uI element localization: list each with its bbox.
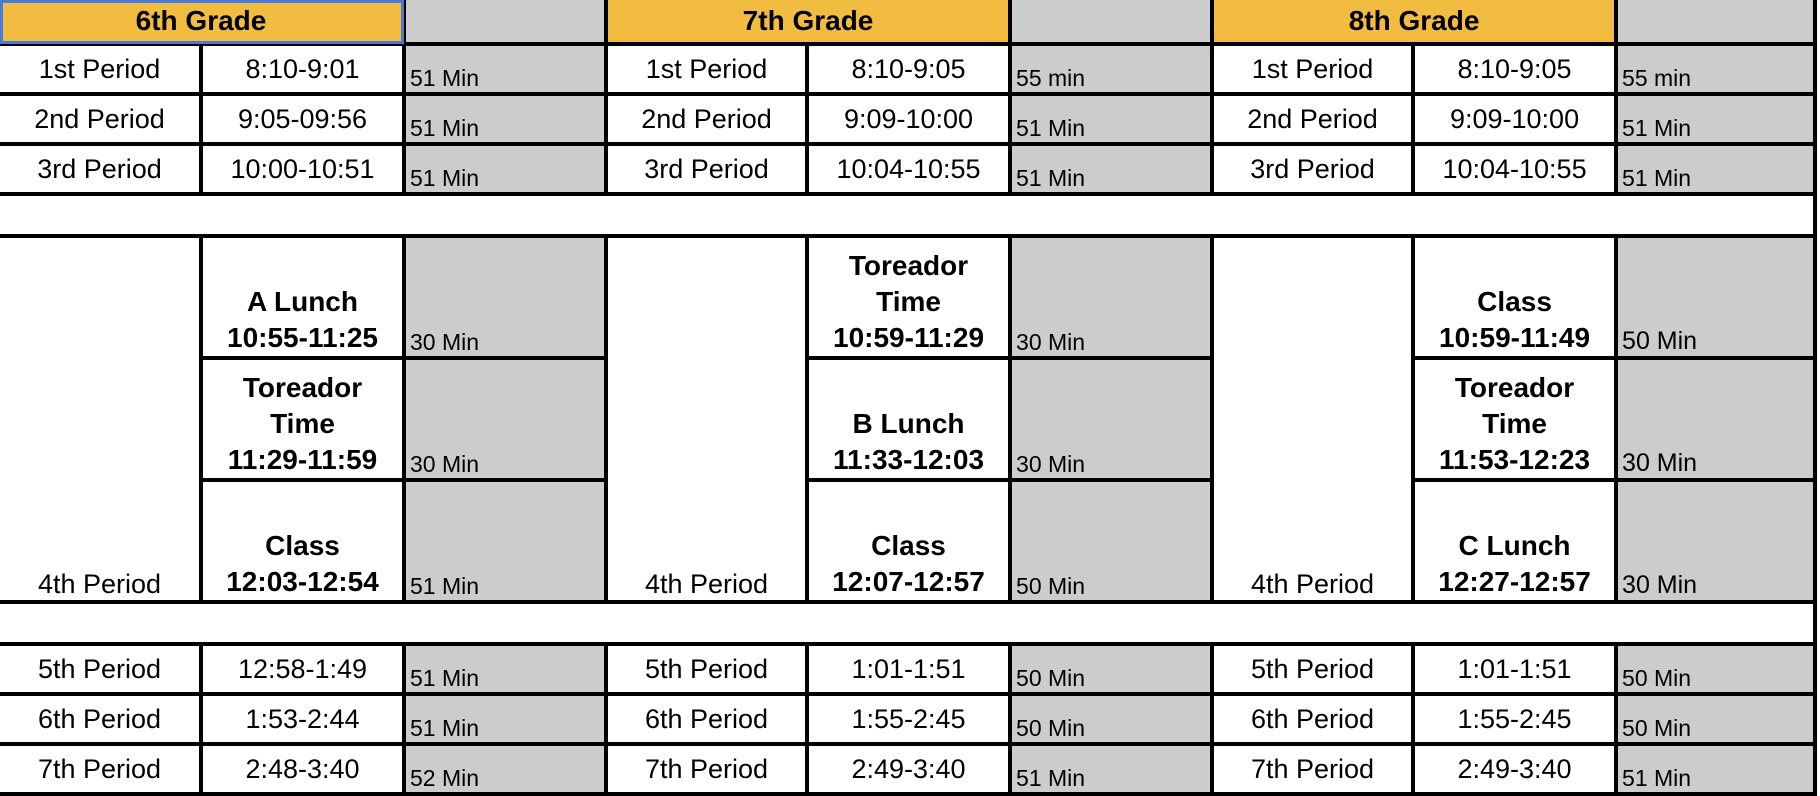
g8-period-time[interactable]: 8:10-9:05: [1413, 44, 1616, 94]
g8-lunch-slot-a-duration[interactable]: 50 Min: [1616, 236, 1815, 358]
slot-time: 10:59-11:29: [833, 322, 985, 353]
period-2-row: [0, 94, 1815, 144]
period-7-row: [0, 744, 1815, 794]
g7-period-time[interactable]: 1:55-2:45: [807, 694, 1010, 744]
slot-title: Toreador: [242, 372, 363, 403]
slot-time: 12:07-12:57: [832, 566, 985, 597]
g8-period-label[interactable]: 2nd Period: [1212, 94, 1413, 144]
g8-lunch-slot-b[interactable]: [1413, 358, 1616, 480]
g7-lunch-slot-b[interactable]: [807, 358, 1010, 480]
g6-period-duration[interactable]: 51 Min: [404, 94, 606, 144]
g7-period-duration[interactable]: 51 Min: [1010, 744, 1212, 794]
g8-period-label[interactable]: 6th Period: [1212, 694, 1413, 744]
g7-period-time[interactable]: 9:09-10:00: [807, 94, 1010, 144]
header-gray-cell[interactable]: [1616, 0, 1815, 44]
period-1-row: [0, 44, 1815, 94]
g6-period-4-label[interactable]: 4th Period: [0, 236, 201, 602]
g8-period-time[interactable]: 2:49-3:40: [1413, 744, 1616, 794]
g7-period-time[interactable]: 10:04-10:55: [807, 144, 1010, 194]
lunch-row-c: [0, 480, 1815, 602]
g6-period-duration[interactable]: 51 Min: [404, 44, 606, 94]
g7-period-time[interactable]: 1:01-1:51: [807, 644, 1010, 694]
grade-7-header[interactable]: 7th Grade: [606, 0, 1010, 44]
period-5-row: [0, 644, 1815, 694]
slot-time: 11:33-12:03: [833, 444, 985, 475]
g6-period-duration[interactable]: 52 Min: [404, 744, 606, 794]
g7-period-label[interactable]: 1st Period: [606, 44, 807, 94]
slot-time: 12:03-12:54: [226, 566, 379, 597]
header-gray-cell[interactable]: [404, 0, 606, 44]
g8-period-duration[interactable]: 50 Min: [1616, 644, 1815, 694]
g8-lunch-slot-c-duration[interactable]: 30 Min: [1616, 480, 1815, 602]
g7-period-4-label[interactable]: 4th Period: [606, 236, 807, 602]
g7-period-duration[interactable]: 50 Min: [1010, 644, 1212, 694]
slot-time: 11:53-12:23: [1439, 444, 1591, 475]
g6-period-duration[interactable]: 51 Min: [404, 144, 606, 194]
g8-period-label[interactable]: 1st Period: [1212, 44, 1413, 94]
spacer-row: [0, 194, 1815, 236]
g8-lunch-slot-b-duration[interactable]: 30 Min: [1616, 358, 1815, 480]
header-row: [0, 0, 1815, 44]
slot-title: C Lunch: [1458, 530, 1571, 561]
g6-lunch-slot-a[interactable]: [201, 236, 404, 358]
g7-lunch-slot-c[interactable]: [807, 480, 1010, 602]
g7-lunch-slot-c-duration[interactable]: 50 Min: [1010, 480, 1212, 602]
g6-period-duration[interactable]: 51 Min: [404, 644, 606, 694]
slot-time: 11:29-11:59: [227, 444, 378, 475]
g8-period-4-label[interactable]: 4th Period: [1212, 236, 1413, 602]
g8-period-duration[interactable]: 55 min: [1616, 44, 1815, 94]
g8-period-duration[interactable]: 51 Min: [1616, 144, 1815, 194]
g7-period-label[interactable]: 3rd Period: [606, 144, 807, 194]
slot-title-2: Time: [876, 286, 941, 317]
g6-lunch-slot-b[interactable]: [201, 358, 404, 480]
g7-period-duration[interactable]: 51 Min: [1010, 144, 1212, 194]
g8-lunch-slot-a[interactable]: [1413, 236, 1616, 358]
g7-period-label[interactable]: 6th Period: [606, 694, 807, 744]
g6-period-time[interactable]: 12:58-1:49: [201, 644, 404, 694]
g8-period-duration[interactable]: 50 Min: [1616, 694, 1815, 744]
g7-period-duration[interactable]: 55 min: [1010, 44, 1212, 94]
g7-lunch-slot-a-duration[interactable]: 30 Min: [1010, 236, 1212, 358]
g6-lunch-slot-b-duration[interactable]: 30 Min: [404, 358, 606, 480]
g8-period-label[interactable]: 5th Period: [1212, 644, 1413, 694]
slot-title: Class: [265, 530, 340, 561]
g7-period-duration[interactable]: 50 Min: [1010, 694, 1212, 744]
grade-8-header[interactable]: 8th Grade: [1212, 0, 1616, 44]
spacer-cell[interactable]: [0, 194, 1815, 236]
lunch-row-b: [0, 358, 1815, 480]
slot-title: Toreador: [1454, 372, 1575, 403]
g7-period-label[interactable]: 2nd Period: [606, 94, 807, 144]
g6-period-label[interactable]: 3rd Period: [0, 144, 201, 194]
g8-period-time[interactable]: 10:04-10:55: [1413, 144, 1616, 194]
g7-period-duration[interactable]: 51 Min: [1010, 94, 1212, 144]
spacer-row: [0, 602, 1815, 644]
g7-period-time[interactable]: 2:49-3:40: [807, 744, 1010, 794]
g7-period-time[interactable]: 8:10-9:05: [807, 44, 1010, 94]
g6-period-time[interactable]: 10:00-10:51: [201, 144, 404, 194]
slot-title: A Lunch: [247, 286, 358, 317]
g6-lunch-slot-a-duration[interactable]: 30 Min: [404, 236, 606, 358]
g6-period-label[interactable]: 7th Period: [0, 744, 201, 794]
g8-period-duration[interactable]: 51 Min: [1616, 94, 1815, 144]
g6-period-duration[interactable]: 51 Min: [404, 694, 606, 744]
g8-period-time[interactable]: 1:55-2:45: [1413, 694, 1616, 744]
g7-period-label[interactable]: 7th Period: [606, 744, 807, 794]
g8-period-time[interactable]: 1:01-1:51: [1413, 644, 1616, 694]
g6-lunch-slot-c[interactable]: [201, 480, 404, 602]
slot-title: Class: [1477, 286, 1552, 317]
g8-period-duration[interactable]: 51 Min: [1616, 744, 1815, 794]
slot-title: Toreador: [848, 250, 969, 281]
period-6-row: [0, 694, 1815, 744]
slot-title-2: Time: [1482, 408, 1547, 439]
g6-period-label[interactable]: 1st Period: [0, 44, 201, 94]
g6-period-label[interactable]: 6th Period: [0, 694, 201, 744]
spacer-cell[interactable]: [0, 602, 1815, 644]
g6-period-label[interactable]: 2nd Period: [0, 94, 201, 144]
g6-period-time[interactable]: 1:53-2:44: [201, 694, 404, 744]
header-gray-cell[interactable]: [1010, 0, 1212, 44]
lunch-row-a: [0, 236, 1815, 358]
slot-time: 10:55-11:25: [227, 322, 379, 353]
g7-lunch-slot-a[interactable]: [807, 236, 1010, 358]
g6-period-time[interactable]: 2:48-3:40: [201, 744, 404, 794]
g8-period-label[interactable]: 7th Period: [1212, 744, 1413, 794]
g6-lunch-slot-c-duration[interactable]: 51 Min: [404, 480, 606, 602]
slot-time: 10:59-11:49: [1439, 322, 1591, 353]
grade-6-header[interactable]: 6th Grade: [0, 0, 404, 44]
g7-lunch-slot-b-duration[interactable]: 30 Min: [1010, 358, 1212, 480]
g8-period-label[interactable]: 3rd Period: [1212, 144, 1413, 194]
slot-title: B Lunch: [852, 408, 965, 439]
g8-period-time[interactable]: 9:09-10:00: [1413, 94, 1616, 144]
g8-lunch-slot-c[interactable]: [1413, 480, 1616, 602]
slot-time: 12:27-12:57: [1438, 566, 1591, 597]
g6-period-time[interactable]: 8:10-9:01: [201, 44, 404, 94]
period-3-row: [0, 144, 1815, 194]
slot-title: Class: [871, 530, 946, 561]
slot-title-2: Time: [270, 408, 335, 439]
g6-period-label[interactable]: 5th Period: [0, 644, 201, 694]
g6-period-time[interactable]: 9:05-09:56: [201, 94, 404, 144]
g7-period-label[interactable]: 5th Period: [606, 644, 807, 694]
